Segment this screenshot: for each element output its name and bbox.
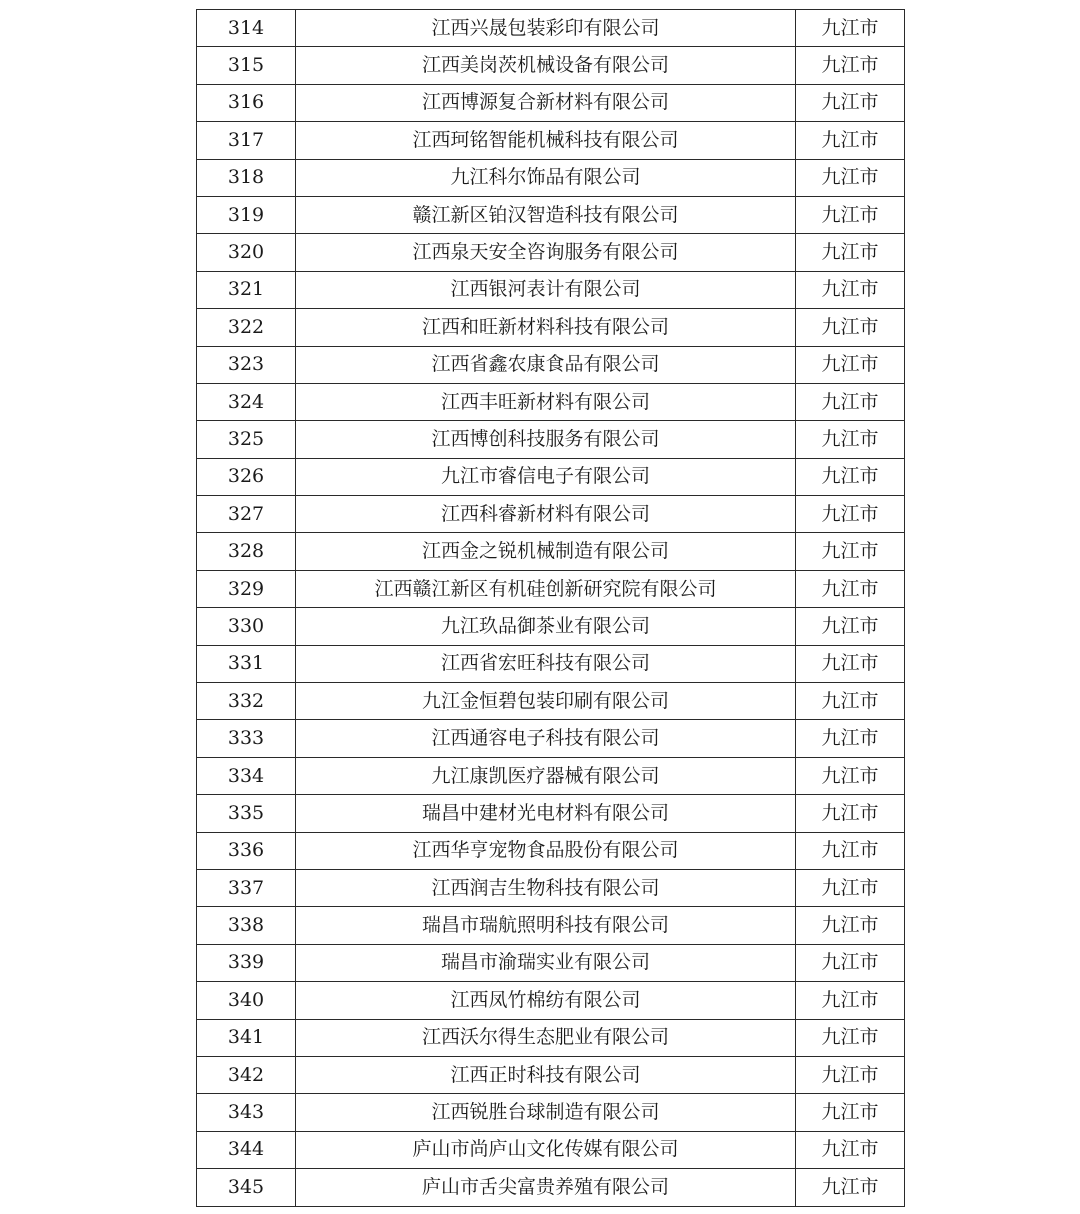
company-list-table xyxy=(196,9,905,1207)
table-row xyxy=(197,458,905,495)
company-name: 江西通容电子科技有限公司 xyxy=(296,720,796,757)
city-name: 九江市 xyxy=(796,1131,905,1168)
company-name: 江西博源复合新材料有限公司 xyxy=(296,84,796,121)
company-name: 九江玖品御茶业有限公司 xyxy=(296,608,796,645)
city-name: 九江市 xyxy=(796,645,905,682)
company-name: 九江康凯医疗器械有限公司 xyxy=(296,757,796,794)
table-row xyxy=(197,309,905,346)
company-name: 江西银河表计有限公司 xyxy=(296,271,796,308)
company-list-body xyxy=(197,10,905,1207)
row-number: 324 xyxy=(197,383,296,420)
table-row xyxy=(197,196,905,233)
city-name: 九江市 xyxy=(796,122,905,159)
row-number: 322 xyxy=(197,309,296,346)
row-number: 331 xyxy=(197,645,296,682)
city-name: 九江市 xyxy=(796,159,905,196)
company-name: 江西丰旺新材料有限公司 xyxy=(296,383,796,420)
city-name: 九江市 xyxy=(796,309,905,346)
table-row xyxy=(197,757,905,794)
city-name: 九江市 xyxy=(796,608,905,645)
table-row xyxy=(197,832,905,869)
row-number: 330 xyxy=(197,608,296,645)
row-number: 333 xyxy=(197,720,296,757)
row-number: 341 xyxy=(197,1019,296,1056)
company-name: 江西省宏旺科技有限公司 xyxy=(296,645,796,682)
city-name: 九江市 xyxy=(796,570,905,607)
row-number: 316 xyxy=(197,84,296,121)
row-number: 336 xyxy=(197,832,296,869)
table-row xyxy=(197,533,905,570)
row-number: 345 xyxy=(197,1169,296,1206)
table-row xyxy=(197,683,905,720)
row-number: 332 xyxy=(197,683,296,720)
company-name: 江西美岗茨机械设备有限公司 xyxy=(296,47,796,84)
row-number: 339 xyxy=(197,944,296,981)
company-name: 江西兴晟包装彩印有限公司 xyxy=(296,10,796,47)
table-row xyxy=(197,84,905,121)
city-name: 九江市 xyxy=(796,944,905,981)
city-name: 九江市 xyxy=(796,346,905,383)
row-number: 319 xyxy=(197,196,296,233)
city-name: 九江市 xyxy=(796,907,905,944)
row-number: 315 xyxy=(197,47,296,84)
city-name: 九江市 xyxy=(796,10,905,47)
table-row xyxy=(197,1019,905,1056)
city-name: 九江市 xyxy=(796,1094,905,1131)
table-row xyxy=(197,1094,905,1131)
company-name: 庐山市尚庐山文化传媒有限公司 xyxy=(296,1131,796,1168)
city-name: 九江市 xyxy=(796,757,905,794)
table-row xyxy=(197,645,905,682)
city-name: 九江市 xyxy=(796,683,905,720)
table-row xyxy=(197,944,905,981)
row-number: 340 xyxy=(197,982,296,1019)
table-row xyxy=(197,346,905,383)
company-name: 江西省鑫农康食品有限公司 xyxy=(296,346,796,383)
city-name: 九江市 xyxy=(796,533,905,570)
city-name: 九江市 xyxy=(796,720,905,757)
company-name: 江西和旺新材料科技有限公司 xyxy=(296,309,796,346)
table-row xyxy=(197,234,905,271)
table-row xyxy=(197,421,905,458)
city-name: 九江市 xyxy=(796,84,905,121)
city-name: 九江市 xyxy=(796,832,905,869)
row-number: 344 xyxy=(197,1131,296,1168)
row-number: 342 xyxy=(197,1056,296,1093)
table-row xyxy=(197,10,905,47)
company-name: 江西正时科技有限公司 xyxy=(296,1056,796,1093)
row-number: 317 xyxy=(197,122,296,159)
row-number: 338 xyxy=(197,907,296,944)
company-name: 九江金恒碧包装印刷有限公司 xyxy=(296,683,796,720)
company-name: 九江市睿信电子有限公司 xyxy=(296,458,796,495)
table-row xyxy=(197,122,905,159)
company-name: 九江科尔饰品有限公司 xyxy=(296,159,796,196)
city-name: 九江市 xyxy=(796,1056,905,1093)
row-number: 318 xyxy=(197,159,296,196)
row-number: 320 xyxy=(197,234,296,271)
table-row xyxy=(197,907,905,944)
row-number: 321 xyxy=(197,271,296,308)
company-name: 江西泉天安全咨询服务有限公司 xyxy=(296,234,796,271)
city-name: 九江市 xyxy=(796,196,905,233)
table-row xyxy=(197,47,905,84)
company-name: 江西凤竹棉纺有限公司 xyxy=(296,982,796,1019)
table-row xyxy=(197,795,905,832)
table-row xyxy=(197,570,905,607)
row-number: 328 xyxy=(197,533,296,570)
company-name: 江西科睿新材料有限公司 xyxy=(296,496,796,533)
city-name: 九江市 xyxy=(796,982,905,1019)
city-name: 九江市 xyxy=(796,383,905,420)
row-number: 343 xyxy=(197,1094,296,1131)
table-row xyxy=(197,159,905,196)
row-number: 325 xyxy=(197,421,296,458)
company-name: 瑞昌中建材光电材料有限公司 xyxy=(296,795,796,832)
table-row xyxy=(197,608,905,645)
city-name: 九江市 xyxy=(796,271,905,308)
company-name: 庐山市舌尖富贵养殖有限公司 xyxy=(296,1169,796,1206)
table-row xyxy=(197,1169,905,1206)
city-name: 九江市 xyxy=(796,869,905,906)
company-name: 江西华亨宠物食品股份有限公司 xyxy=(296,832,796,869)
company-name: 江西沃尔得生态肥业有限公司 xyxy=(296,1019,796,1056)
table-row xyxy=(197,271,905,308)
company-name: 瑞昌市渝瑞实业有限公司 xyxy=(296,944,796,981)
company-name: 瑞昌市瑞航照明科技有限公司 xyxy=(296,907,796,944)
city-name: 九江市 xyxy=(796,1019,905,1056)
table-row xyxy=(197,496,905,533)
city-name: 九江市 xyxy=(796,234,905,271)
city-name: 九江市 xyxy=(796,1169,905,1206)
row-number: 335 xyxy=(197,795,296,832)
row-number: 314 xyxy=(197,10,296,47)
table-row xyxy=(197,982,905,1019)
table-row xyxy=(197,383,905,420)
company-name: 赣江新区铂汉智造科技有限公司 xyxy=(296,196,796,233)
company-name: 江西润吉生物科技有限公司 xyxy=(296,869,796,906)
company-name: 江西博创科技服务有限公司 xyxy=(296,421,796,458)
table-row xyxy=(197,1056,905,1093)
row-number: 334 xyxy=(197,757,296,794)
company-name: 江西赣江新区有机硅创新研究院有限公司 xyxy=(296,570,796,607)
row-number: 329 xyxy=(197,570,296,607)
company-name: 江西金之锐机械制造有限公司 xyxy=(296,533,796,570)
city-name: 九江市 xyxy=(796,496,905,533)
city-name: 九江市 xyxy=(796,795,905,832)
row-number: 337 xyxy=(197,869,296,906)
row-number: 326 xyxy=(197,458,296,495)
table-row xyxy=(197,1131,905,1168)
table-row xyxy=(197,869,905,906)
company-name: 江西珂铭智能机械科技有限公司 xyxy=(296,122,796,159)
row-number: 327 xyxy=(197,496,296,533)
city-name: 九江市 xyxy=(796,47,905,84)
row-number: 323 xyxy=(197,346,296,383)
city-name: 九江市 xyxy=(796,458,905,495)
city-name: 九江市 xyxy=(796,421,905,458)
company-name: 江西锐胜台球制造有限公司 xyxy=(296,1094,796,1131)
table-row xyxy=(197,720,905,757)
